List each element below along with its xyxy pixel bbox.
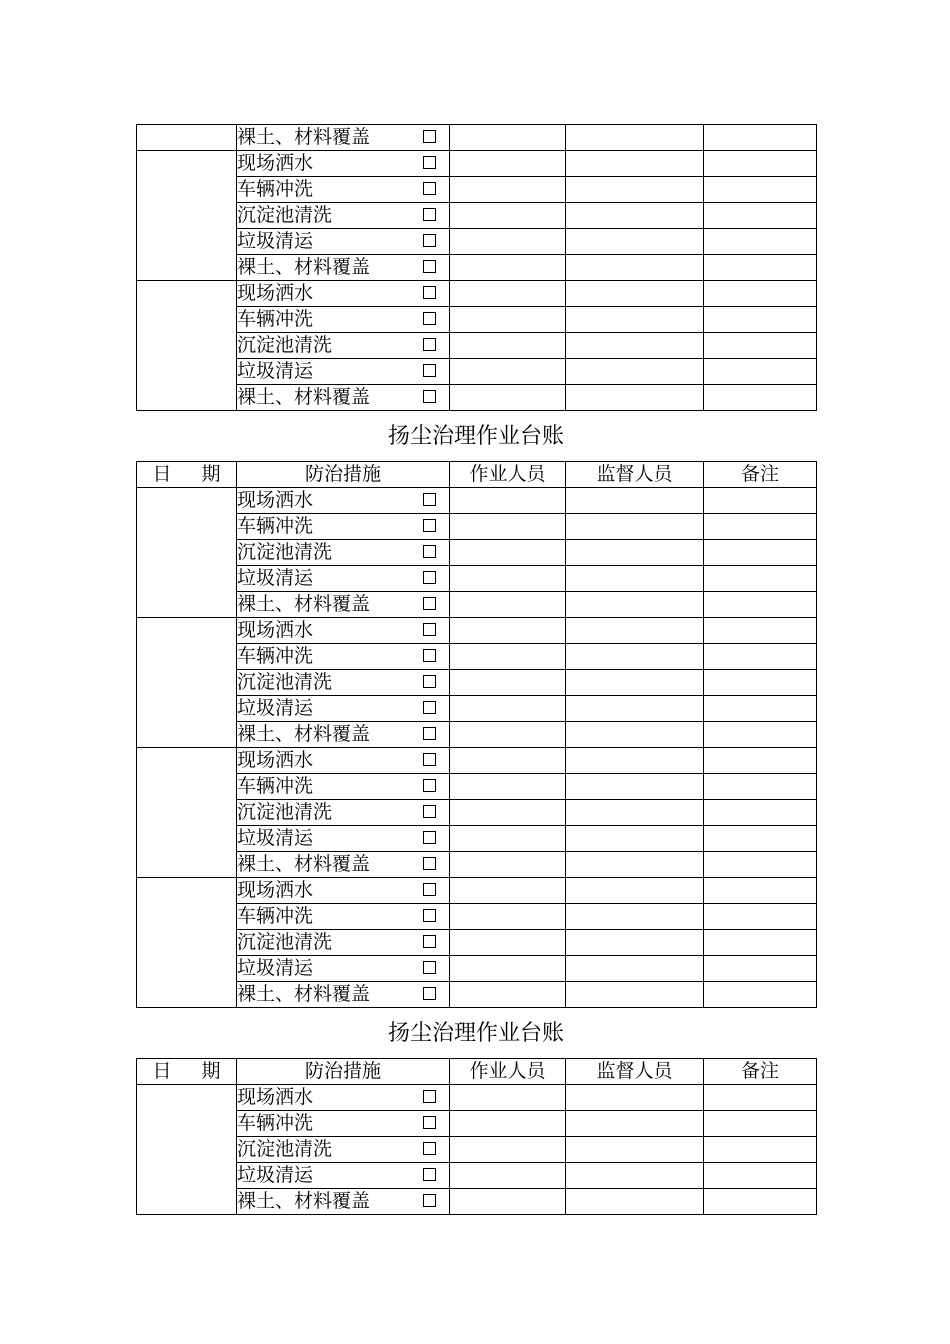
measure-cell [237,956,450,982]
measure-cell [237,800,450,826]
header-row [137,1059,817,1085]
remark-cell[interactable] [704,385,817,411]
worker-cell[interactable] [450,1163,566,1189]
supervisor-cell[interactable] [566,566,704,592]
remark-cell[interactable] [704,800,817,826]
checkbox-icon[interactable] [423,623,436,636]
ledger-table [136,461,817,1008]
checkbox-icon[interactable] [423,701,436,714]
checkbox-icon[interactable] [423,545,436,558]
supervisor-cell[interactable] [566,826,704,852]
date-cell[interactable] [137,748,237,878]
table-row [137,307,817,333]
measure-cell [237,203,450,229]
supervisor-cell[interactable] [566,488,704,514]
date-cell[interactable] [137,151,237,281]
table-row [137,696,817,722]
measure-label: 裸土、材料覆盖 [237,853,371,875]
checkbox-icon[interactable] [423,831,436,844]
measure-header: 防治措施 [237,462,450,488]
table-row [137,514,817,540]
worker-cell[interactable] [450,618,566,644]
supervisor-cell[interactable] [566,982,704,1008]
measure-cell [237,125,450,151]
remark-header: 备注 [704,462,817,488]
measure-label: 现场洒水 [237,1086,314,1108]
measure-label: 车辆冲洗 [237,178,314,200]
remark-cell[interactable] [704,151,817,177]
supervisor-cell[interactable] [566,956,704,982]
remark-cell[interactable] [704,125,817,151]
checkbox-icon[interactable] [423,208,436,221]
remark-cell[interactable] [704,1111,817,1137]
measure-label: 沉淀池清洗 [237,931,333,953]
ledger-table [136,1058,817,1215]
checkbox-icon[interactable] [423,182,436,195]
supervisor-cell[interactable] [566,1137,704,1163]
supervisor-cell[interactable] [566,930,704,956]
worker-cell[interactable] [450,956,566,982]
checkbox-icon[interactable] [423,779,436,792]
remark-cell[interactable] [704,956,817,982]
worker-cell[interactable] [450,592,566,618]
supervisor-cell[interactable] [566,307,704,333]
date-header [137,1059,237,1085]
checkbox-icon[interactable] [423,1142,436,1155]
checkbox-icon[interactable] [423,390,436,403]
measure-cell [237,774,450,800]
worker-cell[interactable] [450,644,566,670]
worker-cell[interactable] [450,307,566,333]
measure-cell [237,1189,450,1215]
supervisor-cell[interactable] [566,644,704,670]
measure-cell [237,1163,450,1189]
supervisor-cell[interactable] [566,904,704,930]
supervisor-cell[interactable] [566,1085,704,1111]
worker-cell[interactable] [450,566,566,592]
checkbox-icon[interactable] [423,961,436,974]
worker-cell[interactable] [450,255,566,281]
measure-label: 车辆冲洗 [237,645,314,667]
supervisor-cell[interactable] [566,203,704,229]
worker-header: 作业人员 [450,462,566,488]
measure-label: 垃圾清运 [237,360,314,382]
table-row [137,125,817,151]
table-row [137,255,817,281]
date-cell[interactable] [137,878,237,1008]
worker-cell[interactable] [450,203,566,229]
supervisor-cell[interactable] [566,151,704,177]
remark-cell[interactable] [704,333,817,359]
worker-cell[interactable] [450,722,566,748]
measure-cell [237,930,450,956]
worker-cell[interactable] [450,333,566,359]
measure-cell [237,722,450,748]
worker-cell[interactable] [450,281,566,307]
measure-cell [237,514,450,540]
table-row [137,904,817,930]
checkbox-icon[interactable] [423,649,436,662]
supervisor-cell[interactable] [566,774,704,800]
measure-cell [237,670,450,696]
worker-cell[interactable] [450,385,566,411]
measure-cell [237,229,450,255]
date-cell[interactable] [137,281,237,411]
remark-cell[interactable] [704,255,817,281]
measure-cell [237,1137,450,1163]
measure-label: 现场洒水 [237,749,314,771]
measure-cell [237,151,450,177]
remark-cell[interactable] [704,696,817,722]
checkbox-icon[interactable] [423,805,436,818]
remark-cell[interactable] [704,307,817,333]
supervisor-cell[interactable] [566,125,704,151]
remark-cell[interactable] [704,878,817,904]
worker-cell[interactable] [450,1137,566,1163]
header-row [137,462,817,488]
table-row [137,930,817,956]
remark-cell[interactable] [704,540,817,566]
supervisor-cell[interactable] [566,514,704,540]
measure-cell [237,566,450,592]
supervisor-cell[interactable] [566,696,704,722]
remark-cell[interactable] [704,1137,817,1163]
supervisor-cell[interactable] [566,359,704,385]
remark-cell[interactable] [704,982,817,1008]
date-header-char: 期 [201,1060,221,1082]
measure-label: 现场洒水 [237,489,314,511]
remark-cell[interactable] [704,722,817,748]
worker-cell[interactable] [450,800,566,826]
measure-cell [237,592,450,618]
table-row [137,956,817,982]
measure-label: 裸土、材料覆盖 [237,1190,371,1212]
measure-label: 沉淀池清洗 [237,204,333,226]
date-cell[interactable] [137,488,237,618]
remark-cell[interactable] [704,904,817,930]
date-header-char: 日 [152,463,172,485]
supervisor-cell[interactable] [566,177,704,203]
remark-cell[interactable] [704,618,817,644]
checkbox-icon[interactable] [423,130,436,143]
measure-label: 车辆冲洗 [237,515,314,537]
worker-cell[interactable] [450,852,566,878]
measure-label: 车辆冲洗 [237,905,314,927]
date-header-char: 期 [201,463,221,485]
measure-label: 裸土、材料覆盖 [237,593,371,615]
measure-label: 现场洒水 [237,152,314,174]
supervisor-cell[interactable] [566,1189,704,1215]
measure-label: 垃圾清运 [237,697,314,719]
supervisor-cell[interactable] [566,229,704,255]
checkbox-icon[interactable] [423,234,436,247]
worker-cell[interactable] [450,982,566,1008]
measure-cell [237,878,450,904]
remark-cell[interactable] [704,774,817,800]
checkbox-icon[interactable] [423,987,436,1000]
checkbox-icon[interactable] [423,909,436,922]
measure-cell [237,1085,450,1111]
measure-cell [237,281,450,307]
table-row [137,229,817,255]
measure-cell [237,307,450,333]
checkbox-icon[interactable] [423,1090,436,1103]
measure-label: 现场洒水 [237,282,314,304]
measure-label: 裸土、材料覆盖 [237,386,371,408]
checkbox-icon[interactable] [423,338,436,351]
worker-cell[interactable] [450,229,566,255]
measure-cell [237,255,450,281]
date-header [137,462,237,488]
remark-cell[interactable] [704,281,817,307]
measure-cell [237,644,450,670]
worker-header: 作业人员 [450,1059,566,1085]
measure-label: 裸土、材料覆盖 [237,723,371,745]
table-row [137,1189,817,1215]
checkbox-icon[interactable] [423,597,436,610]
supervisor-cell[interactable] [566,670,704,696]
worker-cell[interactable] [450,748,566,774]
remark-cell[interactable] [704,852,817,878]
table-row [137,540,817,566]
table-row [137,177,817,203]
checkbox-icon[interactable] [423,286,436,299]
supervisor-cell[interactable] [566,592,704,618]
worker-cell[interactable] [450,1111,566,1137]
checkbox-icon[interactable] [423,156,436,169]
measure-label: 车辆冲洗 [237,308,314,330]
checkbox-icon[interactable] [423,364,436,377]
measure-label: 现场洒水 [237,619,314,641]
supervisor-cell[interactable] [566,385,704,411]
checkbox-icon[interactable] [423,883,436,896]
remark-cell[interactable] [704,566,817,592]
table-row [137,800,817,826]
worker-cell[interactable] [450,878,566,904]
measure-label: 垃圾清运 [237,567,314,589]
supervisor-cell[interactable] [566,1163,704,1189]
table-row [137,748,817,774]
worker-cell[interactable] [450,151,566,177]
table-row [137,1163,817,1189]
measure-label: 裸土、材料覆盖 [237,983,371,1005]
supervisor-cell[interactable] [566,852,704,878]
table-row [137,566,817,592]
worker-cell[interactable] [450,540,566,566]
table-row [137,1137,817,1163]
remark-cell[interactable] [704,229,817,255]
measure-label: 沉淀池清洗 [237,1138,333,1160]
supervisor-cell[interactable] [566,618,704,644]
remark-cell[interactable] [704,748,817,774]
remark-cell[interactable] [704,514,817,540]
measure-label: 垃圾清运 [237,1164,314,1186]
checkbox-icon[interactable] [423,1116,436,1129]
worker-cell[interactable] [450,177,566,203]
supervisor-cell[interactable] [566,878,704,904]
remark-cell[interactable] [704,177,817,203]
remark-cell[interactable] [704,592,817,618]
worker-cell[interactable] [450,670,566,696]
table-row [137,333,817,359]
measure-label: 沉淀池清洗 [237,541,333,563]
checkbox-icon[interactable] [423,675,436,688]
checkbox-icon[interactable] [423,727,436,740]
supervisor-cell[interactable] [566,1111,704,1137]
measure-cell [237,904,450,930]
measure-cell [237,1111,450,1137]
ledger-title: 扬尘治理作业台账 [387,1021,564,1046]
table-row [137,774,817,800]
measure-cell [237,333,450,359]
checkbox-icon[interactable] [423,935,436,948]
worker-cell[interactable] [450,125,566,151]
document [136,124,816,1215]
remark-cell[interactable] [704,670,817,696]
measure-cell [237,696,450,722]
worker-cell[interactable] [450,696,566,722]
checkbox-icon[interactable] [423,857,436,870]
measure-cell [237,748,450,774]
measure-label: 垃圾清运 [237,827,314,849]
measure-cell [237,852,450,878]
table-row [137,644,817,670]
measure-header: 防治措施 [237,1059,450,1085]
remark-cell[interactable] [704,1189,817,1215]
table-row [137,359,817,385]
table-row [137,826,817,852]
table-row [137,722,817,748]
measure-cell [237,385,450,411]
supervisor-cell[interactable] [566,722,704,748]
table-row [137,878,817,904]
measure-cell [237,177,450,203]
worker-cell[interactable] [450,488,566,514]
remark-cell[interactable] [704,1085,817,1111]
measure-label: 垃圾清运 [237,957,314,979]
worker-cell[interactable] [450,904,566,930]
remark-header: 备注 [704,1059,817,1085]
remark-cell[interactable] [704,644,817,670]
measure-label: 车辆冲洗 [237,1112,314,1134]
remark-cell[interactable] [704,488,817,514]
checkbox-icon[interactable] [423,260,436,273]
measure-label: 垃圾清运 [237,230,314,252]
checkbox-icon[interactable] [423,1168,436,1181]
measure-cell [237,488,450,514]
remark-cell[interactable] [704,359,817,385]
table-row [137,385,817,411]
measure-label: 沉淀池清洗 [237,334,333,356]
ledger-title: 扬尘治理作业台账 [387,424,564,449]
remark-cell[interactable] [704,1163,817,1189]
supervisor-header: 监督人员 [566,1059,704,1085]
table-row [137,670,817,696]
checkbox-icon[interactable] [423,493,436,506]
checkbox-icon[interactable] [423,1194,436,1207]
table-row [137,281,817,307]
supervisor-cell[interactable] [566,333,704,359]
worker-cell[interactable] [450,774,566,800]
supervisor-cell[interactable] [566,255,704,281]
worker-cell[interactable] [450,1085,566,1111]
table-row [137,203,817,229]
table-row [137,982,817,1008]
date-cell[interactable] [137,1085,237,1215]
worker-cell[interactable] [450,930,566,956]
measure-label: 沉淀池清洗 [237,671,333,693]
supervisor-cell[interactable] [566,281,704,307]
measure-label: 裸土、材料覆盖 [237,126,371,148]
date-cell[interactable] [137,618,237,748]
remark-cell[interactable] [704,203,817,229]
measure-label: 现场洒水 [237,879,314,901]
measure-label: 裸土、材料覆盖 [237,256,371,278]
date-header-char: 日 [152,1060,172,1082]
checkbox-icon[interactable] [423,519,436,532]
worker-cell[interactable] [450,359,566,385]
worker-cell[interactable] [450,826,566,852]
measure-cell [237,982,450,1008]
supervisor-cell[interactable] [566,800,704,826]
ledger-table [136,124,817,411]
table-row [137,151,817,177]
measure-cell [237,826,450,852]
table-row [137,852,817,878]
checkbox-icon[interactable] [423,312,436,325]
worker-cell[interactable] [450,514,566,540]
checkbox-icon[interactable] [423,571,436,584]
checkbox-icon[interactable] [423,753,436,766]
supervisor-header: 监督人员 [566,462,704,488]
measure-cell [237,618,450,644]
remark-cell[interactable] [704,826,817,852]
supervisor-cell[interactable] [566,540,704,566]
supervisor-cell[interactable] [566,748,704,774]
table-row [137,618,817,644]
remark-cell[interactable] [704,930,817,956]
measure-cell [237,359,450,385]
measure-label: 沉淀池清洗 [237,801,333,823]
table-row [137,1111,817,1137]
worker-cell[interactable] [450,1189,566,1215]
measure-label: 车辆冲洗 [237,775,314,797]
measure-cell [237,540,450,566]
table-row [137,488,817,514]
table-row [137,1085,817,1111]
date-cell[interactable] [137,125,237,151]
table-row [137,592,817,618]
